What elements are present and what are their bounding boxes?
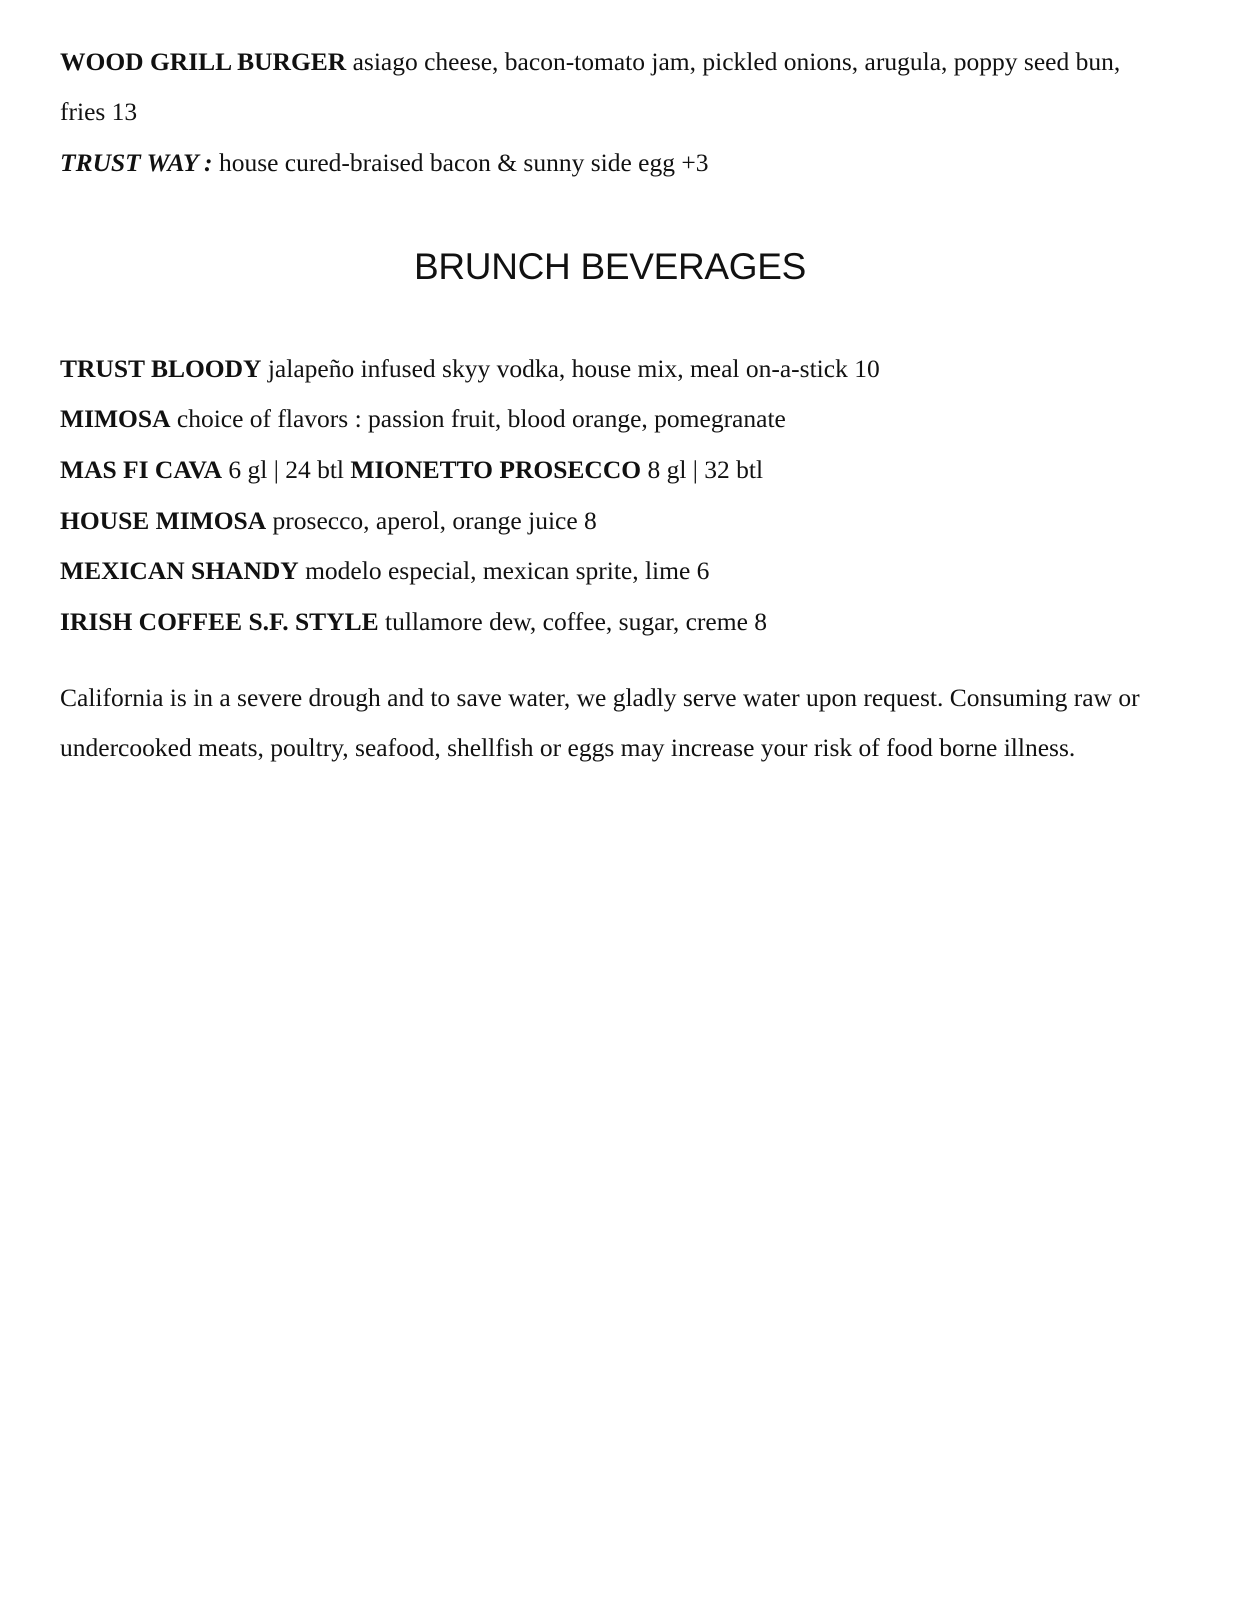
burger-item bbox=[60, 47, 1120, 77]
beverage-name: MEXICAN SHANDY bbox=[60, 556, 299, 585]
beverage-name: MIONETTO PROSECCO bbox=[350, 455, 642, 484]
beverage-item-mexican-shandy bbox=[60, 556, 709, 586]
section-heading: BRUNCH BEVERAGES bbox=[413, 246, 806, 287]
beverage-name: MAS FI CAVA bbox=[60, 455, 223, 484]
disclaimer-line-2: undercooked meats, poultry, seafood, shellfish or eggs may increase your risk of food borne illness. bbox=[60, 733, 1076, 762]
beverage-item-sparkling bbox=[60, 455, 763, 485]
beverage-description: prosecco, aperol, orange juice 8 bbox=[266, 506, 597, 535]
beverage-item-house-mimosa bbox=[60, 506, 597, 536]
beverage-name: IRISH COFFEE S.F. STYLE bbox=[60, 607, 379, 636]
beverage-item-mimosa bbox=[60, 404, 786, 434]
beverage-name: MIMOSA bbox=[60, 404, 171, 433]
burger-name: WOOD GRILL BURGER bbox=[60, 47, 347, 76]
burger-description: asiago cheese, bacon-tomato jam, pickled onions, arugula, poppy seed bun, bbox=[346, 47, 1121, 76]
burger-addon-name: TRUST WAY : bbox=[60, 148, 213, 177]
beverage-item-irish-coffee bbox=[60, 607, 767, 637]
beverage-name: TRUST BLOODY bbox=[60, 354, 262, 383]
burger-description-continued: fries 13 bbox=[60, 97, 138, 126]
burger-addon bbox=[60, 148, 708, 178]
beverage-description: 8 gl | 32 btl bbox=[641, 455, 764, 484]
beverage-item-trust-bloody bbox=[60, 354, 880, 384]
beverage-description: tullamore dew, coffee, sugar, creme 8 bbox=[378, 607, 768, 636]
beverage-description: choice of flavors : passion fruit, blood orange, pomegranate bbox=[170, 404, 786, 433]
beverage-description: modelo especial, mexican sprite, lime 6 bbox=[298, 556, 710, 585]
beverage-name: HOUSE MIMOSA bbox=[60, 506, 267, 535]
burger-addon-description: house cured-braised bacon & sunny side egg +3 bbox=[212, 148, 709, 177]
beverage-description: 6 gl | 24 btl bbox=[222, 455, 351, 484]
disclaimer-line-1: California is in a severe drough and to save water, we gladly serve water upon request. Consuming raw or bbox=[60, 683, 1140, 712]
beverage-description: jalapeño infused skyy vodka, house mix, meal on-a-stick 10 bbox=[261, 354, 880, 383]
